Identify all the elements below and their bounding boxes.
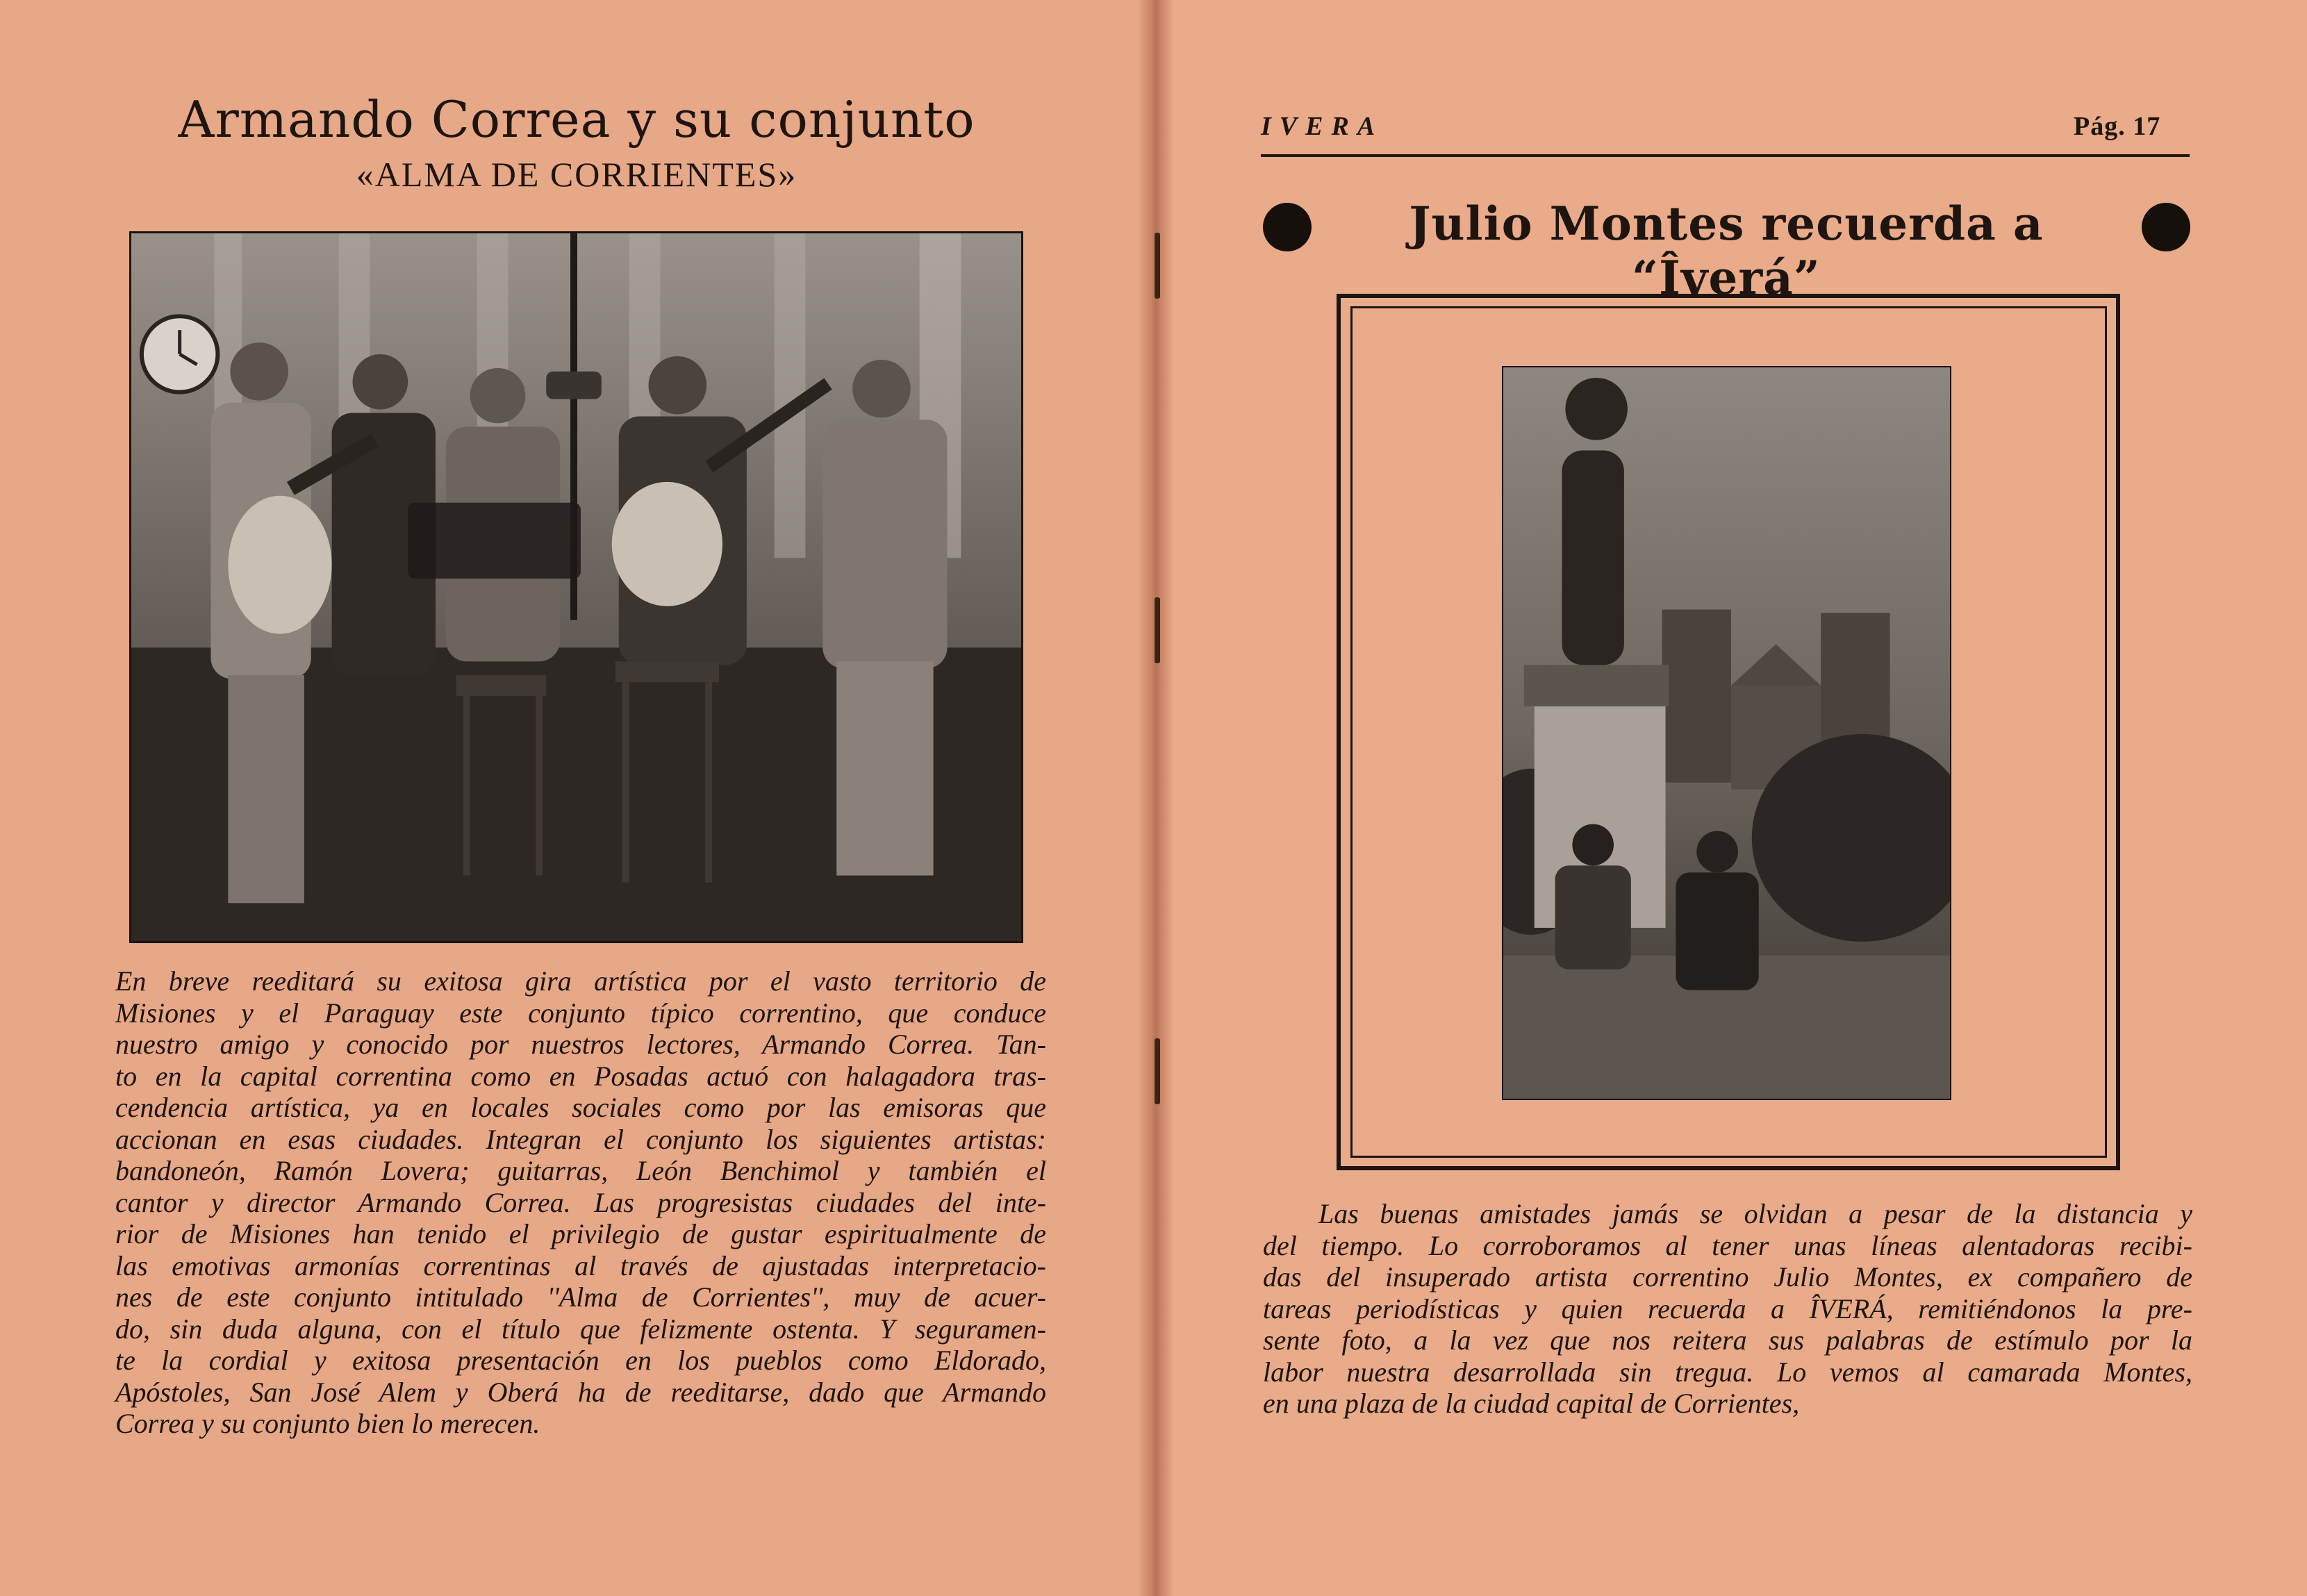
body-line: sente foto, a la vez que nos reitera sus palabras de estímulo por la xyxy=(1263,1324,2192,1356)
title-bullet-icon xyxy=(1263,203,1312,251)
title-bullet-icon xyxy=(2142,203,2190,251)
left-article-body xyxy=(115,965,1046,1440)
binding-stitch xyxy=(1155,233,1160,299)
plaza-photo xyxy=(1502,366,1951,1100)
binding-stitch xyxy=(1155,1038,1160,1104)
body-line: do, sin duda alguna, con el título que felizmente ostenta. Y seguramen- xyxy=(115,1313,1046,1345)
body-line: nuestro amigo y conocido por nuestros lectores, Armando Correa. Tan- xyxy=(115,1029,1046,1060)
body-line: en una plaza de la ciudad capital de Corrientes, xyxy=(1263,1388,1800,1419)
body-line: rior de Misiones han tenido el privilegio de gustar espiritualmente de xyxy=(115,1218,1046,1249)
body-line: accionan en esas ciudades. Integran el conjunto los siguientes artistas: xyxy=(115,1123,1046,1155)
body-line: to en la capital correntina como en Posadas actuó con halagadora tras- xyxy=(115,1060,1046,1092)
left-article-title: Armando Correa y su conjunto xyxy=(178,90,975,149)
body-line: labor nuestra desarrollada sin tregua. Lo vemos al camarada Montes, xyxy=(1263,1356,2192,1388)
header-rule xyxy=(1261,154,2190,157)
right-article-body xyxy=(1263,1198,2192,1420)
body-line: Misiones y el Paraguay este conjunto típico correntino, que conduce xyxy=(115,997,1046,1029)
binding-stitch xyxy=(1155,597,1160,663)
body-line: nes de este conjunto intitulado ''Alma de Corrientes'', muy de acuer- xyxy=(115,1281,1046,1313)
band-photo xyxy=(129,231,1023,943)
page-number: Pág. 17 xyxy=(2074,112,2161,141)
running-head: IVERA xyxy=(1261,112,1384,141)
body-line: tareas periodísticas y quien recuerda a ÎVERÁ, remitiéndonos la pre- xyxy=(1263,1292,2192,1324)
body-line: Las buenas amistades jamás se olvidan a pesar de la distancia y xyxy=(1318,1198,2192,1229)
band-photo-image xyxy=(131,233,1021,941)
body-line: cantor y director Armando Correa. Las progresistas ciudades del inte- xyxy=(115,1186,1046,1218)
body-line: las emotivas armonías correntinas al través de ajustadas interpretacio- xyxy=(115,1249,1046,1281)
body-line: cendencia artística, ya en locales sociales como por las emisoras que xyxy=(115,1092,1046,1123)
body-line: bandoneón, Ramón Lovera; guitarras, León Benchimol y también el xyxy=(115,1155,1046,1186)
right-article-title: Julio Montes recuerda a “Îverá” xyxy=(1409,197,2044,305)
body-line: Apóstoles, San José Alem y Oberá ha de reeditarse, dado que Armando xyxy=(115,1376,1046,1408)
body-line: En breve reeditará su exitosa gira artística por el vasto territorio de xyxy=(115,965,1046,997)
body-line: Correa y su conjunto bien lo merecen. xyxy=(115,1408,540,1439)
body-line: te la cordial y exitosa presentación en los pueblos como Eldorado, xyxy=(115,1345,1046,1376)
body-line: del tiempo. Lo corroboramos al tener unas líneas alentadoras recibi- xyxy=(1263,1229,2192,1261)
body-line: das del insuperado artista correntino Julio Montes, ex compañero de xyxy=(1263,1261,2192,1292)
plaza-photo-image xyxy=(1503,367,1950,1099)
left-article-subtitle: «ALMA DE CORRIENTES» xyxy=(356,155,797,194)
